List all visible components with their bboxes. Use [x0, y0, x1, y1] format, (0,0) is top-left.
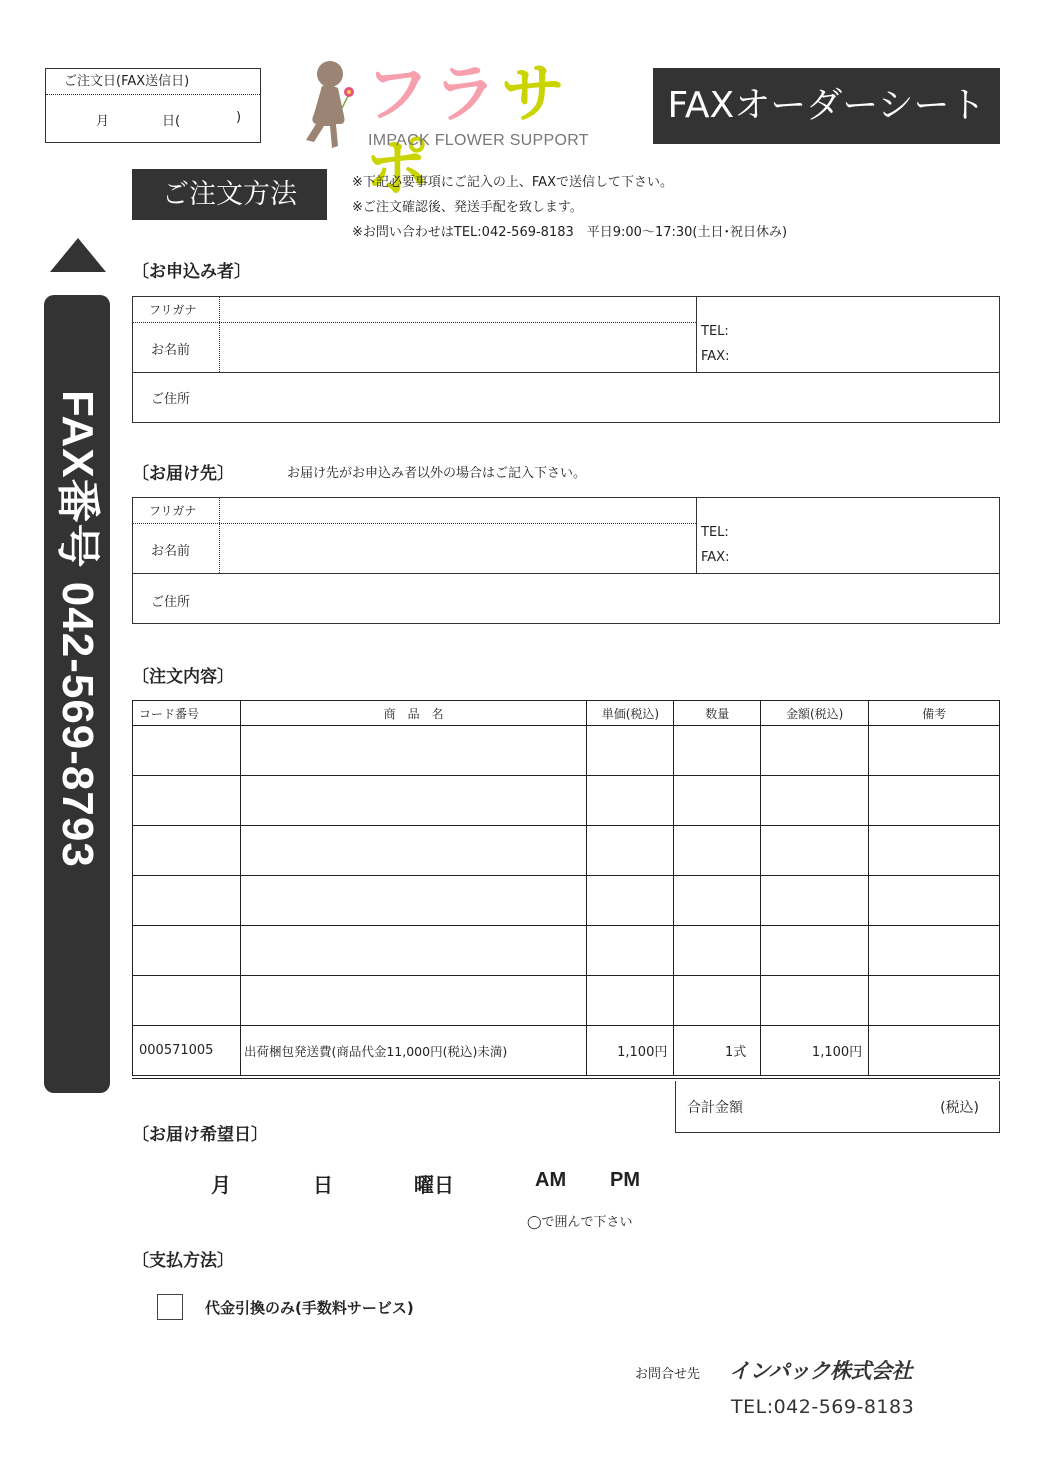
cell-code[interactable]: [133, 976, 241, 1026]
logo-wordmark-pink: フラ: [365, 58, 501, 132]
order-date-day-label: 日(: [162, 114, 181, 129]
recipient-form: [132, 497, 1000, 624]
applicant-furigana-label: フリガナ: [149, 303, 197, 317]
applicant-heading: 〔お申込み者〕: [132, 262, 251, 282]
payment-heading: 〔支払方法〕: [132, 1251, 234, 1271]
cell-remarks[interactable]: [869, 826, 1000, 876]
order-date-month-label: 月: [96, 114, 110, 129]
total-tax-note: (税込): [940, 1100, 979, 1116]
column-header-code: コード番号: [133, 701, 241, 726]
cell-quantity[interactable]: [674, 776, 761, 826]
cell-amount[interactable]: [761, 976, 869, 1026]
cell-product[interactable]: [240, 876, 586, 926]
order-date-box: [45, 68, 261, 143]
table-row: [133, 826, 1000, 876]
triangle-up-icon: [50, 238, 106, 272]
order-method-badge: ご注文方法: [132, 169, 327, 220]
cell-remarks[interactable]: [869, 976, 1000, 1026]
cell-unit-price[interactable]: [587, 926, 674, 976]
total-amount-box[interactable]: [675, 1081, 1000, 1133]
cell-code: 000571005: [133, 1026, 241, 1078]
fax-number-text: FAX番号 042-569-8793: [53, 390, 102, 868]
order-table: [132, 700, 1000, 1079]
recipient-furigana-field[interactable]: [133, 498, 696, 524]
cell-remarks[interactable]: [869, 926, 1000, 976]
applicant-name-label: お名前: [151, 343, 191, 358]
logo-wordmark-green: サポ: [365, 58, 569, 206]
cell-product[interactable]: [240, 826, 586, 876]
payment-cod-label: 代金引換のみ(手数料サービス): [205, 1299, 414, 1317]
cell-code[interactable]: [133, 726, 241, 776]
cell-remarks[interactable]: [869, 776, 1000, 826]
cell-unit-price[interactable]: [587, 826, 674, 876]
cell-quantity[interactable]: [674, 726, 761, 776]
cell-amount[interactable]: [761, 876, 869, 926]
cell-code[interactable]: [133, 826, 241, 876]
order-note: ※ご注文確認後、発送手配を致します。: [352, 200, 583, 215]
order-content-heading: 〔注文内容〕: [132, 667, 234, 687]
recipient-tel-label: TEL:: [701, 525, 729, 540]
applicant-form: [132, 296, 1000, 423]
recipient-address-label: ご住所: [151, 595, 191, 610]
cell-unit-price: 1,100円: [587, 1026, 674, 1078]
table-row: [133, 776, 1000, 826]
column-header-amount: 金額(税込): [761, 701, 869, 726]
cell-remarks[interactable]: [869, 726, 1000, 776]
column-header-remarks: 備考: [869, 701, 1000, 726]
company-name: インパック株式会社: [729, 1359, 913, 1383]
cell-unit-price[interactable]: [587, 876, 674, 926]
cell-product[interactable]: [240, 976, 586, 1026]
delivery-month-label: 月: [211, 1175, 231, 1197]
table-row: [133, 926, 1000, 976]
table-row: [133, 976, 1000, 1026]
order-note: ※お問い合わせはTEL:042-569-8183 平日9:00～17:30(土日･祝日休み): [352, 225, 788, 240]
recipient-note: お届け先がお申込み者以外の場合はご記入下さい。: [287, 466, 587, 481]
applicant-furigana-field[interactable]: [133, 297, 696, 323]
order-table-header: [133, 701, 1000, 726]
order-date-header: ご注文日(FAX送信日): [46, 69, 260, 95]
delivery-date-heading: 〔お届け希望日〕: [132, 1125, 268, 1145]
cell-remarks[interactable]: [869, 876, 1000, 926]
cell-product[interactable]: [240, 726, 586, 776]
cell-code[interactable]: [133, 776, 241, 826]
order-note: ※下記必要事項にご記入の上、FAXで送信して下さい。: [352, 175, 673, 190]
cell-quantity[interactable]: [674, 926, 761, 976]
recipient-heading: 〔お届け先〕: [132, 464, 234, 484]
page-title: FAXオーダーシート: [653, 68, 1000, 144]
recipient-name-label: お名前: [151, 544, 191, 559]
contact-label: お問合せ先: [635, 1367, 701, 1382]
total-amount-label: 合計金額: [687, 1100, 743, 1116]
column-header-quantity: 数量: [674, 701, 761, 726]
cell-quantity[interactable]: [674, 976, 761, 1026]
contact-tel: TEL:042-569-8183: [731, 1396, 915, 1418]
recipient-furigana-label: フリガナ: [149, 504, 197, 518]
payment-cod-checkbox[interactable]: [157, 1294, 183, 1320]
fax-number-bar: [44, 295, 110, 1093]
cell-quantity[interactable]: [674, 826, 761, 876]
cell-product[interactable]: [240, 926, 586, 976]
applicant-tel-label: TEL:: [701, 324, 729, 339]
cell-quantity: 1式: [674, 1026, 761, 1078]
delivery-pm-option[interactable]: PM: [610, 1169, 640, 1191]
delivery-am-option[interactable]: AM: [535, 1169, 567, 1191]
table-row: [133, 876, 1000, 926]
cell-product[interactable]: [240, 776, 586, 826]
cell-unit-price[interactable]: [587, 726, 674, 776]
girl-silhouette-icon: [300, 58, 362, 153]
cell-unit-price[interactable]: [587, 776, 674, 826]
cell-amount[interactable]: [761, 826, 869, 876]
cell-code[interactable]: [133, 926, 241, 976]
recipient-fax-label: FAX:: [701, 550, 730, 565]
cell-quantity[interactable]: [674, 876, 761, 926]
column-header-unit-price: 単価(税込): [587, 701, 674, 726]
logo-subtitle: IMPACK FLOWER SUPPORT: [368, 132, 589, 149]
cell-product: 出荷梱包発送費(商品代金11,000円(税込)未満): [240, 1026, 586, 1078]
cell-amount[interactable]: [761, 726, 869, 776]
cell-code[interactable]: [133, 876, 241, 926]
applicant-address-label: ご住所: [151, 392, 191, 407]
applicant-fax-label: FAX:: [701, 349, 730, 364]
delivery-weekday-label: 曜日: [414, 1175, 454, 1197]
cell-unit-price[interactable]: [587, 976, 674, 1026]
cell-amount[interactable]: [761, 776, 869, 826]
delivery-day-label: 日: [313, 1175, 333, 1197]
table-row: [133, 726, 1000, 776]
cell-remarks[interactable]: [869, 1026, 1000, 1078]
cell-amount[interactable]: [761, 926, 869, 976]
table-row-shipping-fee: [133, 1026, 1000, 1078]
column-header-product: 商 品 名: [240, 701, 586, 726]
delivery-circle-note: ◯で囲んで下さい: [527, 1215, 633, 1230]
order-date-close-paren: ): [236, 110, 242, 125]
cell-amount: 1,100円: [761, 1026, 869, 1078]
order-method-notes: [352, 170, 787, 245]
